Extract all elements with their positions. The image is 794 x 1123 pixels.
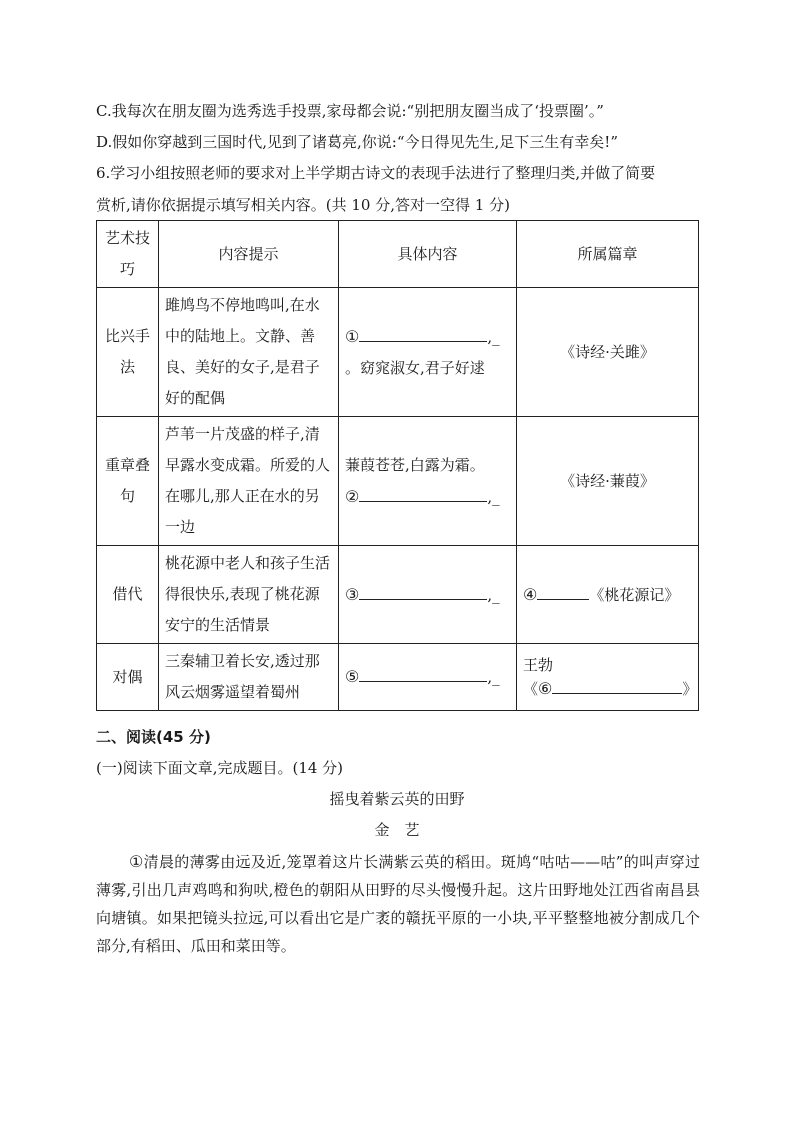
table-row [97,288,699,417]
option-d: D.假如你穿越到三国时代,见到了诸葛亮,你说:“今日得见先生,足下三生有幸矣!” [96,133,618,151]
content-cell [339,288,517,417]
content-cell [339,417,517,546]
article-paragraph-1 [96,848,700,960]
blank-marker: ① [345,326,360,346]
source-close: 》 [682,680,698,698]
answer-blank-2[interactable] [359,485,487,502]
paragraph-text: 清晨的薄雾由远及近,笼罩着这片长满紫云英的稻田。斑鸠“咕咕——咕”的叫声穿过薄雾,引出几声鸡鸣和狗吠,橙色的朝阳从田野的尽头慢慢升起。这片田野地处江西省南昌县向塘镇。如果把镜头拉远,可以看出它是广袤的赣抚平原的一小块,平平整整地被分割成几个部分,有稻田、瓜田和菜田等。 [96,853,700,955]
source-cell [517,546,699,644]
source-cell: 《诗经·蒹葭》 [517,417,699,546]
article-title: 摇曳着紫云英的田野 [329,790,465,808]
hint-cell: 雎鸠鸟不停地鸣叫,在水中的陆地上。文静、善良、美好的女子,是君子好的配偶 [159,288,339,417]
blank-tail: ,_ [487,668,500,686]
technique-cell: 借代 [97,546,159,644]
blank-tail: ,_ [487,327,500,346]
hint-cell: 桃花源中老人和孩子生活得很快乐,表现了桃花源安宁的生活情景 [159,546,339,644]
content-text: 。窈窕淑女,君子好逑 [345,358,485,377]
table-row [97,417,699,546]
question-6-line1: 6.学习小组按照老师的要求对上半学期古诗文的表现手法进行了整理归类,并做了简要 [96,164,656,182]
section-heading: 二、阅读(45 分) [96,728,211,746]
technique-cell: 对偶 [97,644,159,711]
source-cell: 《诗经·关雎》 [517,288,699,417]
answer-blank-6[interactable] [552,677,682,694]
header-source: 所属篇章 [517,221,699,288]
header-hint: 内容提示 [159,221,339,288]
source-author: 王勃 [523,656,554,674]
hint-cell: 芦苇一片茂盛的样子,清早露水变成霜。所爱的人在哪儿,那人正在水的另一边 [159,417,339,546]
blank-tail: ,_ [487,487,500,506]
section-subheading: (一)阅读下面文章,完成题目。(14 分) [96,759,344,777]
answer-blank-1[interactable] [359,325,487,342]
technique-cell: 重章叠句 [97,417,159,546]
content-cell [339,546,517,644]
content-cell [339,644,517,711]
technique-cell: 比兴手法 [97,288,159,417]
table-header-row [97,221,699,288]
source-cell [517,644,699,711]
content-text: 蒹葭苍苍,白露为霜。 [345,455,485,474]
source-text: 《桃花源记》 [589,585,680,604]
blank-marker: ⑤ [345,667,360,686]
header-content: 具体内容 [339,221,517,288]
techniques-table [96,220,699,711]
blank-marker: ⑥ [538,679,553,698]
answer-blank-5[interactable] [359,665,487,682]
header-technique: 艺术技巧 [97,221,159,288]
table-row [97,644,699,711]
source-open: 《 [523,680,539,698]
blank-tail: ,_ [487,585,500,604]
blank-marker: ② [345,486,360,506]
paragraph-marker: ① [129,852,144,871]
hint-cell: 三秦辅卫着长安,透过那风云烟雾遥望着蜀州 [159,644,339,711]
answer-blank-4[interactable] [537,583,589,600]
table-row [97,546,699,644]
article-author: 金 艺 [374,821,420,839]
answer-blank-3[interactable] [359,583,487,600]
option-c: C.我每次在朋友圈为选秀选手投票,家母都会说:“别把朋友圈当成了‘投票圈’。” [96,102,604,120]
question-6-line2: 赏析,请你依据提示填写相关内容。(共 10 分,答对一空得 1 分) [96,196,510,214]
blank-marker: ③ [345,584,360,604]
blank-marker: ④ [523,584,538,604]
